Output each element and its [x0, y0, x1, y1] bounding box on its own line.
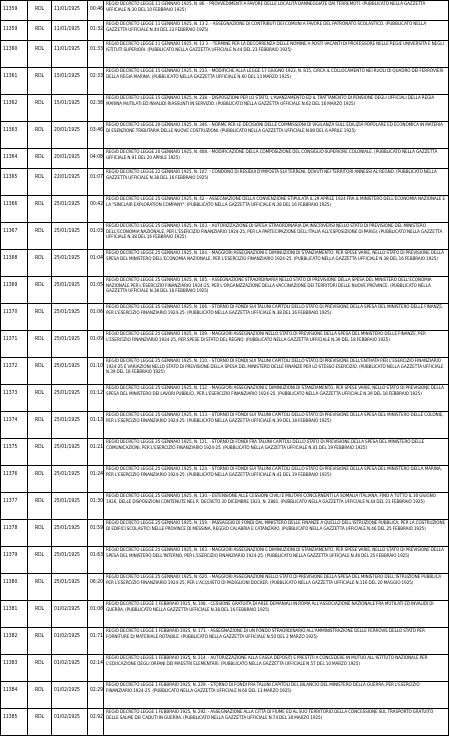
decree-number-cell: 11366	[1, 196, 28, 223]
decree-date-cell: 01/02/1925	[52, 628, 88, 655]
decree-title-cell: REGIO DECRETO LEGGE 15 GENNAIO 1925, N. 233. - MODIFICHE ALLA LEGGE 17 GIUGNO 1923, N. 815, CIRCA IL COLLOCAMENTO NEI RUOLI DI QUADRO DEI FERROVIERI DELLA REGIA MARINA. (PUBBLICATO NELLA GAZZETTA UFFICIALE N.60 DEL 13 MARZO 1925)	[104, 68, 449, 95]
decree-row	[1, 547, 449, 574]
decree-row	[1, 149, 449, 169]
decree-type-cell: RDL	[28, 655, 52, 682]
decree-date-cell: 25/01/1925	[52, 250, 88, 277]
decree-page-cell: 02:92	[88, 709, 104, 736]
decree-number-cell: 11360	[1, 41, 28, 68]
decree-page-cell: 06:20	[88, 574, 104, 601]
decree-page-cell: 01:63	[88, 547, 104, 574]
decree-number-cell: 11372	[1, 358, 28, 385]
decree-number-cell: 11380	[1, 574, 28, 601]
decree-title-cell: REGIO DECRETO LEGGE 25 GENNAIO 1925, N. 103. - AUTORIZZAZIONE DI SPESA STRAORDINARIA DA INSCRIVERSI NELLO STATO DI PREVISIONE DEL MINISTERO DELL'ECONOMIA NAZIONALE, PER L'ESERCIZIO FINANZIARIO 1924-25, PER LA PARTECIPAZIONE DELL'ITALIA ALL'ESPOSIZIONE DI PARIGI. (PUBBLICATO NELLA GAZZETTA UFFICIALE N.38 DEL 16 FEBBRAIO 1925)	[104, 223, 449, 250]
decree-type-cell: RDL	[28, 682, 52, 709]
decree-type-cell: RDL	[28, 709, 52, 736]
decree-date-cell: 11/01/1925	[52, 21, 88, 41]
decree-title-cell: REGIO DECRETO LEGGE 25 GENNAIO 1925, N. 163. - MAGGIORI ASSEGNAZIONI E DIMINUZIONI DI STANZIAMENTO, PER SPESE VARIE, NELLO STATO DI PREVISIONE DELLA SPESA DEL MINISTERO DELL'INTERNO, PER L'ESERCIZIO FINANZIARIO 1924-25. (PUBBLICATO NELLA GAZZETTA UFFICIALE N.46 DEL 25 FEBBRAIO 1925)	[104, 547, 449, 574]
decree-title-cell: REGIO DECRETO LEGGE 11 GENNAIO 1925, N. 13 3. - TERMINE PER LA DECORRENZA DELLE NOMINE A POSTI VACANTI DI PROFESSORE NELLE REGIE UNIVERSITÀ E NEGLI ISTITUTI SUPERIORI. (PUBBLICATO NELLA GAZZETTA UFFICIALE N.44 DEL 23 FEBBRAIO 1925)	[104, 41, 449, 68]
decree-page-cell: 03:46	[88, 122, 104, 149]
decree-title-cell: REGIO DECRETO LEGGE 25 GENNAIO 1925, N. 106. - STORNO DI FONDI SUI TALUNI CAPITOLI DELLO STATO DI PREVISIONE DELLA SPESA DEL MINISTERO DELLE FINANZE, PER L'ESERCIZIO FINANZIARIO 1924-25. (PUBBLICATO NELLA GAZZETTA UFFICIALE N.38 DEL 16 FEBBRAIO 1925)	[104, 304, 449, 331]
decree-type-cell: RDL	[28, 223, 52, 250]
decree-date-cell: 25/01/1925	[52, 196, 88, 223]
decree-row	[1, 41, 449, 68]
decree-page-cell: 02:38	[88, 95, 104, 122]
decree-type-cell: RDL	[28, 601, 52, 628]
decree-title-cell: REGIO DECRETO LEGGE 25 GENNAIO 1925, N. 105. - ASSEGNAZIONE STRAORDINARIA NELLO STATO DI PREVISIONE DELLA SPESA DEL MINISTERO DELL'ECONOMIA NAZIONALE PER L'ESERCIZIO FINANZIARIO 1924-25, PER L'ORGANIZZAZIONE DELLA VACCINAZIONE DEI TERRITORI DELLE NUOVE PROVINCE. (PUBBLICATO NELLA GAZZETTA UFFICIALE N.38 DEL 16 FEBBRAIO 1925)	[104, 277, 449, 304]
decree-title-cell: REGIO DECRETO LEGGE 25 GENNAIO 1925, N. 159. - PASSAGGIO DI FONDI DAL MINISTERO DELLE FINANZE A QUELLO DELL'ISTRUZIONE PUBBLICA, PER LA COSTRUZIONE DI EDIFICI SCOLASTICI NELLE PROVINCE DI MESSINA, REGGIO CALABRIA E CATANZARO. (PUBBLICATO NELLA GAZZETTA UFFICIALE N.46 DEL 25 FEBBRAIO 1925)	[104, 520, 449, 547]
decree-date-cell: 25/01/1925	[52, 520, 88, 547]
decree-date-cell: 15/01/1925	[52, 95, 88, 122]
decree-row	[1, 21, 449, 41]
decree-page-cell: 01:33	[88, 41, 104, 68]
decree-type-cell: RDL	[28, 68, 52, 95]
decree-number-cell: 11383	[1, 655, 28, 682]
decree-row	[1, 1, 449, 21]
decree-page-cell: 01:24	[88, 466, 104, 493]
decree-type-cell: RDL	[28, 628, 52, 655]
decree-title-cell: REGIO DECRETO LEGGE 25 GENNAIO 1925, N. 620. - MAGGIORI ASSEGNAZIONI NELLO STATO DI PREVISIONE DELLA SPESA DEL MINISTERO DELL'ISTRUZIONE PUBBLICA PER L'ESERCIZIO FINANZIARIO 1924-25, PER L'ACQUISTO DI PADIGLIONI DOCKER. (PUBBLICATO NELLA GAZZETTA UFFICIALE N.116 DEL 20 MAGGIO 1925)	[104, 574, 449, 601]
decree-page-cell: 01:59	[88, 520, 104, 547]
decree-title-cell: REGIO DECRETO LEGGE 1 FEBBRAIO 1925, N. 214. - AUTORIZZAZIONE ALLA CASSA DEPOSITI E PRESTITI A CONCEDERE IN MUTUO ALL'ISTITUTO NAZIONALE PER L'EDUCAZIONE DEGLI ORFANI DEI MAESTRI ELEMENTARI. (PUBBLICATO NELLA GAZZETTA UFFICIALE N.57 DEL 10 MARZO 1925)	[104, 655, 449, 682]
decree-number-cell: 11369	[1, 277, 28, 304]
decree-date-cell: 15/01/1925	[52, 68, 88, 95]
decree-number-cell: 11359	[1, 21, 28, 41]
decree-row	[1, 250, 449, 277]
decree-title-cell: REGIO DECRETO LEGGE 25 GENNAIO 1925, N. 109. - MAGGIORI ASSEGNAZIONI NELLO STATO DI PREVISIONE DELLA SPESA DEL MINISTERO DELLE FINANZE, PER L'ESERCIZIO FINANZIARIO 1924-25, PER SPESE DI STATO DEL REGNO. (PUBBLICATO NELLA GAZZETTA UFFICIALE N.39 DEL 18 FEBBRAIO 1925)	[104, 331, 449, 358]
decree-row	[1, 412, 449, 439]
decree-row	[1, 385, 449, 412]
decree-title-cell: REGIO DECRETO LEGGE 25 GENNAIO 1925, N. 113. - STORNO DI FONDI SUI TALUNI CAPITOLI DELLO STATO DI PREVISIONE DELLA SPESA DEL MINISTERO DELLE COLONIE, PER L'ESERCIZIO FINANZIARIO 1924-25. (PUBBLICATO NELLA GAZZETTA UFFICIALE N.39 DEL 18 FEBBRAIO 1925)	[104, 412, 449, 439]
decree-page-cell: 01:32	[88, 21, 104, 41]
decree-page-cell: 01:30	[88, 493, 104, 520]
decree-date-cell: 25/01/1925	[52, 466, 88, 493]
decree-row	[1, 68, 449, 95]
decree-title-cell: REGIO DECRETO LEGGE 25 GENNAIO 1925, N. 112. - MAGGIORI ASSEGNAZIONI E DIMINUZIONI DI STANZIAMENTO, PER SPESE VARIE, NELLO STATO DI PREVISIONE DELLA SPESA DEL MINISTERO DEI LAVORI PUBBLICI, PER L'ESERCIZIO FINANZIARIO 1924-25. (PUBBLICATO NELLA GAZZETTA UFFICIALE N.39 DEL 18 FEBBRAIO 1925)	[104, 385, 449, 412]
decree-row	[1, 493, 449, 520]
decree-row	[1, 655, 449, 682]
decree-date-cell: 01/02/1925	[52, 655, 88, 682]
decree-date-cell: 25/01/1925	[52, 574, 88, 601]
decree-date-cell: 25/01/1925	[52, 304, 88, 331]
decree-page-cell: 01:05	[88, 277, 104, 304]
decree-type-cell: RDL	[28, 412, 52, 439]
decree-title-cell: REGIO DECRETO LEGGE 1 FEBBRAIO 1925, N. 108. - CESSIONE GRATUITA DI AREE DEMANIALI IN ROMA ALL'ASSOCIAZIONE NAZIONALE FRA MUTILATI ED INVALIDI DI GUERRA. (PUBBLICATO NELLA GAZZETTA UFFICIALE N.38 DEL 16 FEBBRAIO 1925)	[104, 601, 449, 628]
decree-type-cell: RDL	[28, 21, 52, 41]
decree-date-cell: 25/01/1925	[52, 385, 88, 412]
decree-page-cell: 04:08	[88, 149, 104, 169]
decree-row	[1, 574, 449, 601]
decree-title-cell: REGIO DECRETO LEGGE 20 GENNAIO 1925, N. 408. - MODIFICAZIONE DELLA COMPOSIZIONE DEL CONSIGLIO SUPERIORE COLONIALE. (PUBBLICATO NELLA GAZZETTA UFFICIALE N.91 DEL 20 APRILE 1925)	[104, 149, 449, 169]
decree-type-cell: RDL	[28, 331, 52, 358]
decree-row	[1, 169, 449, 196]
decree-page-cell: 00:42	[88, 196, 104, 223]
decree-page-cell: 01:13	[88, 412, 104, 439]
decree-title-cell: REGIO DECRETO LEGGE 25 GENNAIO 1925, N. 110. - STORNO DI FONDI SUI TALUNI CAPITOLI DELLO STATO DI PREVISIONE DELL'ENTRATA PER L'ESERCIZIO FINANZIARIO 1924-25 E VARIAZIONI NELLO STATO DI PREVISIONE DELLA SPESA DEL MINISTERO DELLE FINANZE PER LO STESSO ESERCIZIO. (PUBBLICATO NELLA GAZZETTA UFFICIALE N.39 DEL 18 FEBBRAIO 1925)	[104, 358, 449, 385]
decree-number-cell: 11362	[1, 95, 28, 122]
decree-type-cell: RDL	[28, 547, 52, 574]
decree-number-cell: 11379	[1, 547, 28, 574]
decree-number-cell: 11374	[1, 412, 28, 439]
decree-number-cell: 11365	[1, 169, 28, 196]
decree-page-cell: 00:46	[88, 1, 104, 21]
decree-type-cell: RDL	[28, 385, 52, 412]
decree-row	[1, 277, 449, 304]
decree-number-cell: 11368	[1, 250, 28, 277]
decree-type-cell: RDL	[28, 250, 52, 277]
decree-number-cell: 11385	[1, 709, 28, 736]
decree-date-cell: 25/01/1925	[52, 331, 88, 358]
decree-row	[1, 709, 449, 736]
decree-number-cell: 11371	[1, 331, 28, 358]
decree-page-cell: 01:03	[88, 223, 104, 250]
decree-type-cell: RDL	[28, 439, 52, 466]
decree-number-cell: 11359	[1, 1, 28, 21]
decree-type-cell: RDL	[28, 95, 52, 122]
decree-page-cell: 02:33	[88, 68, 104, 95]
decree-title-cell: REGIO DECRETO LEGGE 15 GENNAIO 1925, N. 238. - DISPOSIZIONI PER LO STATO, L'AVANZAMENTO ED IL TRATTAMENTO DI PENSIONE DEGLI UFFICIALI DELLA REGIA MARINA MUTILATI ED INVALIDI RIASSUNTI IN SERVIZIO. (PUBBLICATO NELLA GAZZETTA UFFICIALE N.62 DEL 16 MARZO 1925)	[104, 95, 449, 122]
decree-type-cell: RDL	[28, 169, 52, 196]
decree-number-cell: 11377	[1, 493, 28, 520]
decree-title-cell: REGIO DECRETO LEGGE 20 GENNAIO 1925, N. 346. - NORME PER LE DECISIONI DELLE COMMISSIONI DI VIGILANZA SULL'EDILIZIA POPOLARE ED ECONOMICA IN MATERIA DI ESENZIONE TRIBUTARIA DELLE NUOVE COSTRUZIONI. (PUBBLICATO NELLA GAZZETTA UFFICIALE N.80 DEL 6 APRILE 1925)	[104, 122, 449, 149]
decree-type-cell: RDL	[28, 493, 52, 520]
decree-date-cell: 01/02/1925	[52, 709, 88, 736]
decree-date-cell: 11/01/1925	[52, 1, 88, 21]
decree-date-cell: 25/01/1925	[52, 547, 88, 574]
decree-type-cell: RDL	[28, 1, 52, 21]
decree-title-cell: REGIO DECRETO LEGGE 25 GENNAIO 1925, N. 42. - ASSEGNAZIONE DELLA CONVENZIONE STIPULATA IL 29 APRILE 1924 FRA IL MINISTERO DELL'ECONOMIA NAZIONALE E LA "SINCLAIR EXPLORATION COMPANY". (PUBBLICATO NELLA GAZZETTA UFFICIALE N.38 DEL 16 FEBBRAIO 1925)	[104, 196, 449, 223]
decree-type-cell: RDL	[28, 466, 52, 493]
decree-row	[1, 439, 449, 466]
decree-number-cell: 11378	[1, 520, 28, 547]
decree-title-cell: REGIO DECRETO LEGGE 25 GENNAIO 1925, N. 130. - ESTENSIONE ALLE CESSIONI CIVILI E MILITARI CONCERNENTI LA SOMALIA ITALIANA, FINO A TUTTO IL 30 GIUGNO 1926, DELLE DISPOSIZIONI CONTENUTE NEL R. DECRETO 30 DICEMBRE 1923, N. 2881. (PUBBLICATO NELLA GAZZETTA UFFICIALE N.44 DEL 23 FEBBRAIO 1925)	[104, 493, 449, 520]
decree-date-cell: 25/01/1925	[52, 493, 88, 520]
decree-title-cell: REGIO DECRETO LEGGE 11 GENNAIO 1925, N. 13 2. - ASSEGNAZIONE DI CONTRIBUTI DEI COMUNI A FAVORE DEL PATRONATO SCOLASTICO. (PUBBLICATO NELLA GAZZETTA UFFICIALE N.44 DEL 23 FEBBRAIO 1925)	[104, 21, 449, 41]
decree-number-cell: 11361	[1, 68, 28, 95]
decree-date-cell: 25/01/1925	[52, 223, 88, 250]
decree-row	[1, 331, 449, 358]
decree-page-cell: 01:08	[88, 601, 104, 628]
decree-title-cell: REGIO DECRETO LEGGE 1 FEBBRAIO 1925, N. 171. - ASSEGNAZIONE DI UN FONDO STRAORDINARIO ALL'AMMINISTRAZIONE DELLE FERROVIE DELLO STATO PER FORNITURE DI MATERIALE ROTABILE. (PUBBLICATO NELLA GAZZETTA UFFICIALE N.50 DEL 2 MARZO 1925)	[104, 628, 449, 655]
decree-page-cell: 02:29	[88, 682, 104, 709]
decree-number-cell: 11381	[1, 601, 28, 628]
decree-type-cell: RDL	[28, 41, 52, 68]
decree-title-cell: REGIO DECRETO LEGGE 25 GENNAIO 1925, N. 124. - STORNO DI FONDI SUI TALUNI CAPITOLI DELLO STATO DI PREVISIONE DELLA SPESA DEL MINISTERO DELLA MARINA, PER L'ESERCIZIO FINANZIARIO 1924-25. (PUBBLICATO NELLA GAZZETTA UFFICIALE N.41 DEL 19 FEBBRAIO 1925)	[104, 466, 449, 493]
decree-date-cell: 25/01/1925	[52, 412, 88, 439]
decree-page-cell: 02:14	[88, 655, 104, 682]
decree-type-cell: RDL	[28, 122, 52, 149]
decree-row	[1, 95, 449, 122]
decree-title-cell: REGIO DECRETO LEGGE 25 GENNAIO 1925, N. 121. - STORNO DI FONDI FRA TALUNI CAPITOLI DELLO STATO DI PREVISIONE DELLA SPESA DEL MINISTERO DELLE COMUNICAZIONI, PER L'ESERCIZIO FINANZIARIO 1924-25. (PUBBLICATO NELLA GAZZETTA UFFICIALE N.41 DEL 19 FEBBRAIO 1925)	[104, 439, 449, 466]
decree-row	[1, 601, 449, 628]
decree-number-cell: 11367	[1, 223, 28, 250]
decree-title-cell: REGIO DECRETO LEGGE 11 GENNAIO 1925, N. 86. - PROVVEDIMENTI A FAVORE DELLE LOCALITÀ DANNEGGIATE DAI TERREMOTI. (PUBBLICATO NELLA GAZZETTA UFFICIALE N.30 DEL 10 FEBBRAIO 1925)	[104, 1, 449, 21]
decree-number-cell: 11382	[1, 628, 28, 655]
decree-row	[1, 520, 449, 547]
decree-type-cell: RDL	[28, 277, 52, 304]
decree-number-cell: 11375	[1, 439, 28, 466]
decree-page-cell: 01:09	[88, 331, 104, 358]
decree-row	[1, 358, 449, 385]
decree-type-cell: RDL	[28, 574, 52, 601]
decree-date-cell: 11/01/1925	[52, 41, 88, 68]
decree-row	[1, 466, 449, 493]
decree-page-cell: 01:12	[88, 385, 104, 412]
decree-row	[1, 304, 449, 331]
decree-row	[1, 682, 449, 709]
decree-date-cell: 20/01/1925	[52, 149, 88, 169]
decree-page-cell: 01:21	[88, 439, 104, 466]
decree-row	[1, 223, 449, 250]
decree-number-cell: 11364	[1, 149, 28, 169]
decree-title-cell: REGIO DECRETO LEGGE 25 GENNAIO 1925, N. 104. - MAGGIORI ASSEGNAZIONI E DIMINUZIONI DI STANZIAMENTO, PER SPESE VARIE, NELLO STATO DI PREVISIONE DELLA SPESA DEL MINISTERO DELL'ECONOMIA NAZIONALE, PER L'ESERCIZIO FINANZIARIO 1924-25. (PUBBLICATO NELLA GAZZETTA UFFICIALE N.38 DEL 16 FEBBRAIO 1925)	[104, 250, 449, 277]
decree-title-cell: REGIO DECRETO LEGGE 22 GENNAIO 1925, N. 107. - CONDONO DI RESIDUI D'IMPOSTA SUI TERRENI, DOVUTI NEI TERRITORI ANNESSI AL REGNO. (PUBBLICATO NELLA GAZZETTA UFFICIALE N.38 DEL 16 FEBBRAIO 1925)	[104, 169, 449, 196]
decree-number-cell: 11373	[1, 385, 28, 412]
decree-type-cell: RDL	[28, 196, 52, 223]
decree-page-cell: 01:04	[88, 250, 104, 277]
decree-date-cell: 25/01/1925	[52, 277, 88, 304]
decree-number-cell: 11370	[1, 304, 28, 331]
decree-page-cell: 01:71	[88, 628, 104, 655]
decree-page-cell: 01:10	[88, 358, 104, 385]
decree-date-cell: 01/02/1925	[52, 601, 88, 628]
decree-type-cell: RDL	[28, 304, 52, 331]
decree-number-cell: 11384	[1, 682, 28, 709]
decree-type-cell: RDL	[28, 149, 52, 169]
decree-type-cell: RDL	[28, 358, 52, 385]
decree-date-cell: 20/01/1925	[52, 122, 88, 149]
decree-row	[1, 196, 449, 223]
decree-date-cell: 22/01/1925	[52, 169, 88, 196]
decree-row	[1, 122, 449, 149]
decree-date-cell: 25/01/1925	[52, 358, 88, 385]
decree-date-cell: 25/01/1925	[52, 439, 88, 466]
decree-number-cell: 11363	[1, 122, 28, 149]
decree-title-cell: REGIO DECRETO LEGGE 1 FEBBRAIO 1925, N. 292. - ASSEGNAZIONE ALLA CITTÀ DI FIUME ED AL SUO TERRITORIO DELLA CONCESSIONE SUL TRASPORTO GRATUITO DELLE SALME DEI CADUTI IN GUERRA. (PUBBLICATO NELLA GAZZETTA UFFICIALE N.74 DEL 30 MARZO 1925)	[104, 709, 449, 736]
decree-title-cell: REGIO DECRETO LEGGE 1 FEBBRAIO 1925, N. 229. - STORNO DI FONDI FRA TALUNI CAPITOLI DEL BILANCIO DEL MINISTERO DELLA GUERRA, PER L'ESERCIZIO FINANZIARIO 1924-25. (PUBBLICATO NELLA GAZZETTA UFFICIALE N.60 DEL 13 MARZO 1925)	[104, 682, 449, 709]
decree-date-cell: 01/02/1925	[52, 682, 88, 709]
decree-number-cell: 11376	[1, 466, 28, 493]
decree-row	[1, 628, 449, 655]
decree-page-cell: 01:06	[88, 304, 104, 331]
decree-type-cell: RDL	[28, 520, 52, 547]
decree-page-cell: 01:07	[88, 169, 104, 196]
